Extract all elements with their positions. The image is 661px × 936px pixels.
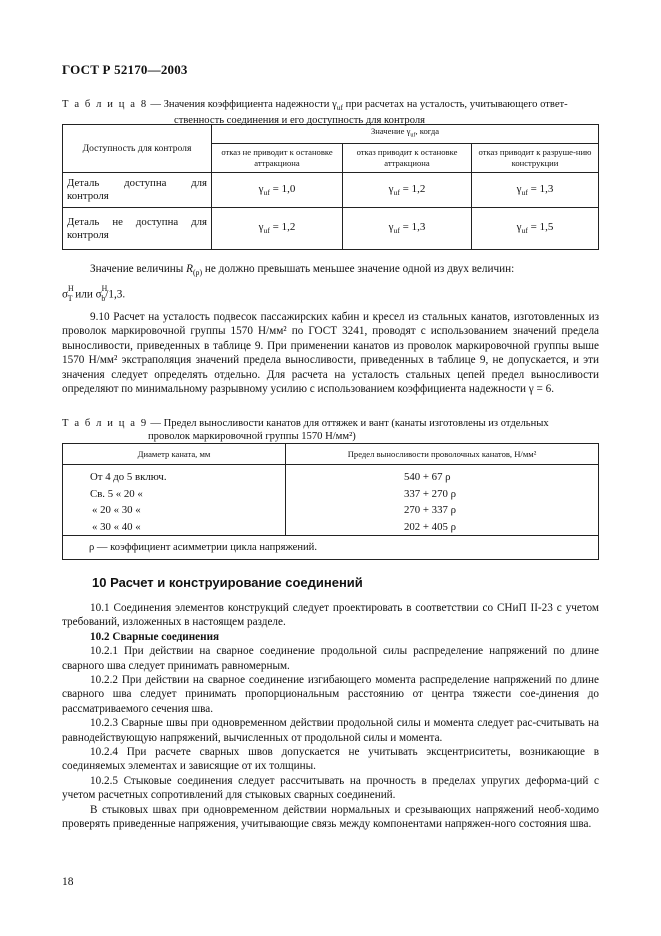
paragraph-10-2-3: 10.2.3 Сварные швы при одновременном действии продольной силы и момента следует рас-считывать на равнодействующую напряжений, вычисленных от продольной силы и момента. (62, 717, 599, 744)
paragraph-9-10: 9.10 Расчет на усталость подвесок пассажирских кабин и кресел из стальных канатов, изготовленных из проволок маркировочной группы 1570 Н/мм² по ГОСТ 3241, проводят с использованием значений предела выносливости, приведенных в таблице 9. При применении канатов из проволок маркировочной группы выше 1570 Н/мм² экстраполяция значений предела выносливости, приведенных в таблице 9, не допускается, и эти значения следует определять отдельно. Для расчета на усталость стальных цепей предел выносливости определяют по минимальному разрывному усилию с использованием коэффициента надежности γ = 6. (62, 311, 599, 396)
paragraph-10-2-2: 10.2.2 При действии на сварное соединение изгибающего момента распределение напряжений по длине сварного шва следует принимать пропорциональным расстоянию от центра тяжести сое-динения до рассматриваемого сечения шва. (62, 674, 599, 715)
list-item: 202 + 405 ρ (404, 520, 456, 533)
list-item: « 20 « 30 « (92, 504, 141, 516)
table8-cell: $\gamma_{uf} = 1,0$ (212, 173, 343, 208)
table8-caption (62, 98, 602, 127)
list-item: 270 + 337 ρ (404, 504, 456, 516)
page-number: 18 (62, 876, 74, 888)
section-10-title: 10 Расчет и конструирование соединений (92, 575, 363, 590)
table8-cell: $\gamma_{uf} = 1,2$ (343, 173, 472, 208)
table-row (63, 173, 599, 208)
table8-label: Т а б л и ц а 8 (62, 99, 148, 110)
body-section-9 (62, 262, 599, 396)
table8-caption-text: — Значения коэффициента надежности γ (147, 99, 337, 110)
table8-row-label: Деталь не доступна для контроля (63, 208, 212, 250)
list-item: 540 + 67 ρ (404, 471, 451, 483)
table8-caption-sub: uf (336, 103, 343, 113)
list-item: От 4 до 5 включ. (90, 471, 167, 483)
table8-subheader: отказ приводит к разруше-нию конструкции (472, 144, 599, 173)
table8-subheader: отказ приводит к остановке аттракциона (343, 144, 472, 173)
list-item: 337 + 270 ρ (404, 487, 456, 500)
table8-cell: $\gamma_{uf} = 1,3$ (343, 208, 472, 250)
list-item: « 30 « 40 « (92, 520, 141, 533)
paragraph-10-2-5: 10.2.5 Стыковые соединения следует рассчитывать на прочность в пределах упругих деформа-ций с учетом расчетных сопротивлений для стыковых сварных соединений. (62, 774, 599, 802)
table8-header-value: Значение $\gamma_{uf}$, когда (212, 125, 599, 144)
table8-row-label: Деталь доступна для контроля (63, 173, 212, 208)
document-header: ГОСТ Р 52170—2003 (62, 62, 188, 77)
paragraph-10-1: 10.1 Соединения элементов конструкций следует проектировать в соответствии со СНиП II-23 с учетом требований, изложенных в настоящем разделе. (62, 602, 599, 629)
paragraph-10-2-4: 10.2.4 При расчете сварных швов допускается не учитывать эксцентриситеты, возникающие в соединяемых элементах и зависящие от их толщины. (62, 746, 599, 773)
table9-header-diameter: Диаметр каната, мм (63, 444, 286, 465)
table9-diameter-cell (63, 465, 286, 536)
table-row (63, 208, 599, 250)
table9-caption-line2: проволок маркировочной группы 1570 Н/мм²) (148, 431, 356, 442)
table9 (62, 443, 599, 560)
paragraph-10-2-1: 10.2.1 При действии на сварное соединение продольной силы распределение напряжений по длине сварного шва следует принимать равномерным. (62, 645, 599, 672)
table8-subheader: отказ не приводит к остановке аттракциона (212, 144, 343, 173)
paragraph-r-value: Значение величины $R_{(\rho)}$ не должно превышать меньшее значение одной из двух величин: (90, 263, 515, 278)
paragraph-stykovye: В стыковых швах при одновременном действии нормальных и срезывающих напряжений необ-ходимо проверять приведенные напряжения, учитывающие связь между компонентами напряжен-ного состояния шва. (62, 803, 599, 831)
table8-header-access: Доступность для контроля (63, 125, 212, 173)
table9-header-limit: Предел выносливости проволочных канатов, Н/мм² (286, 444, 599, 465)
table8-cell: $\gamma_{uf} = 1,5$ (472, 208, 599, 250)
list-item: Св. 5 « 20 « (90, 487, 143, 500)
paragraph-sigma: $\sigma^H_T$ или $\sigma^H_b/1,3$. (62, 283, 126, 303)
table9-limit-cell (286, 465, 599, 536)
table9-caption (62, 417, 602, 443)
section-10-body (62, 601, 599, 832)
table8-caption-text-b: при расчетах на усталость, учитывающего ответ- (342, 99, 568, 110)
table8-cell: $\gamma_{uf} = 1,3$ (472, 173, 599, 208)
table8-caption-line2: ственность соединения и его доступность для контроля (174, 115, 426, 127)
table8-cell: $\gamma_{uf} = 1,2$ (212, 208, 343, 250)
table9-note: ρ — коэффициент асимметрии цикла напряжений. (63, 536, 599, 560)
table9-caption-text: — Предел выносливости канатов для оттяжек и вант (канаты изготовлены из отдельных (147, 418, 549, 429)
table8 (62, 124, 599, 250)
table9-label: Т а б л и ц а 9 (62, 418, 148, 429)
heading-10-2: 10.2 Сварные соединения (90, 630, 220, 643)
